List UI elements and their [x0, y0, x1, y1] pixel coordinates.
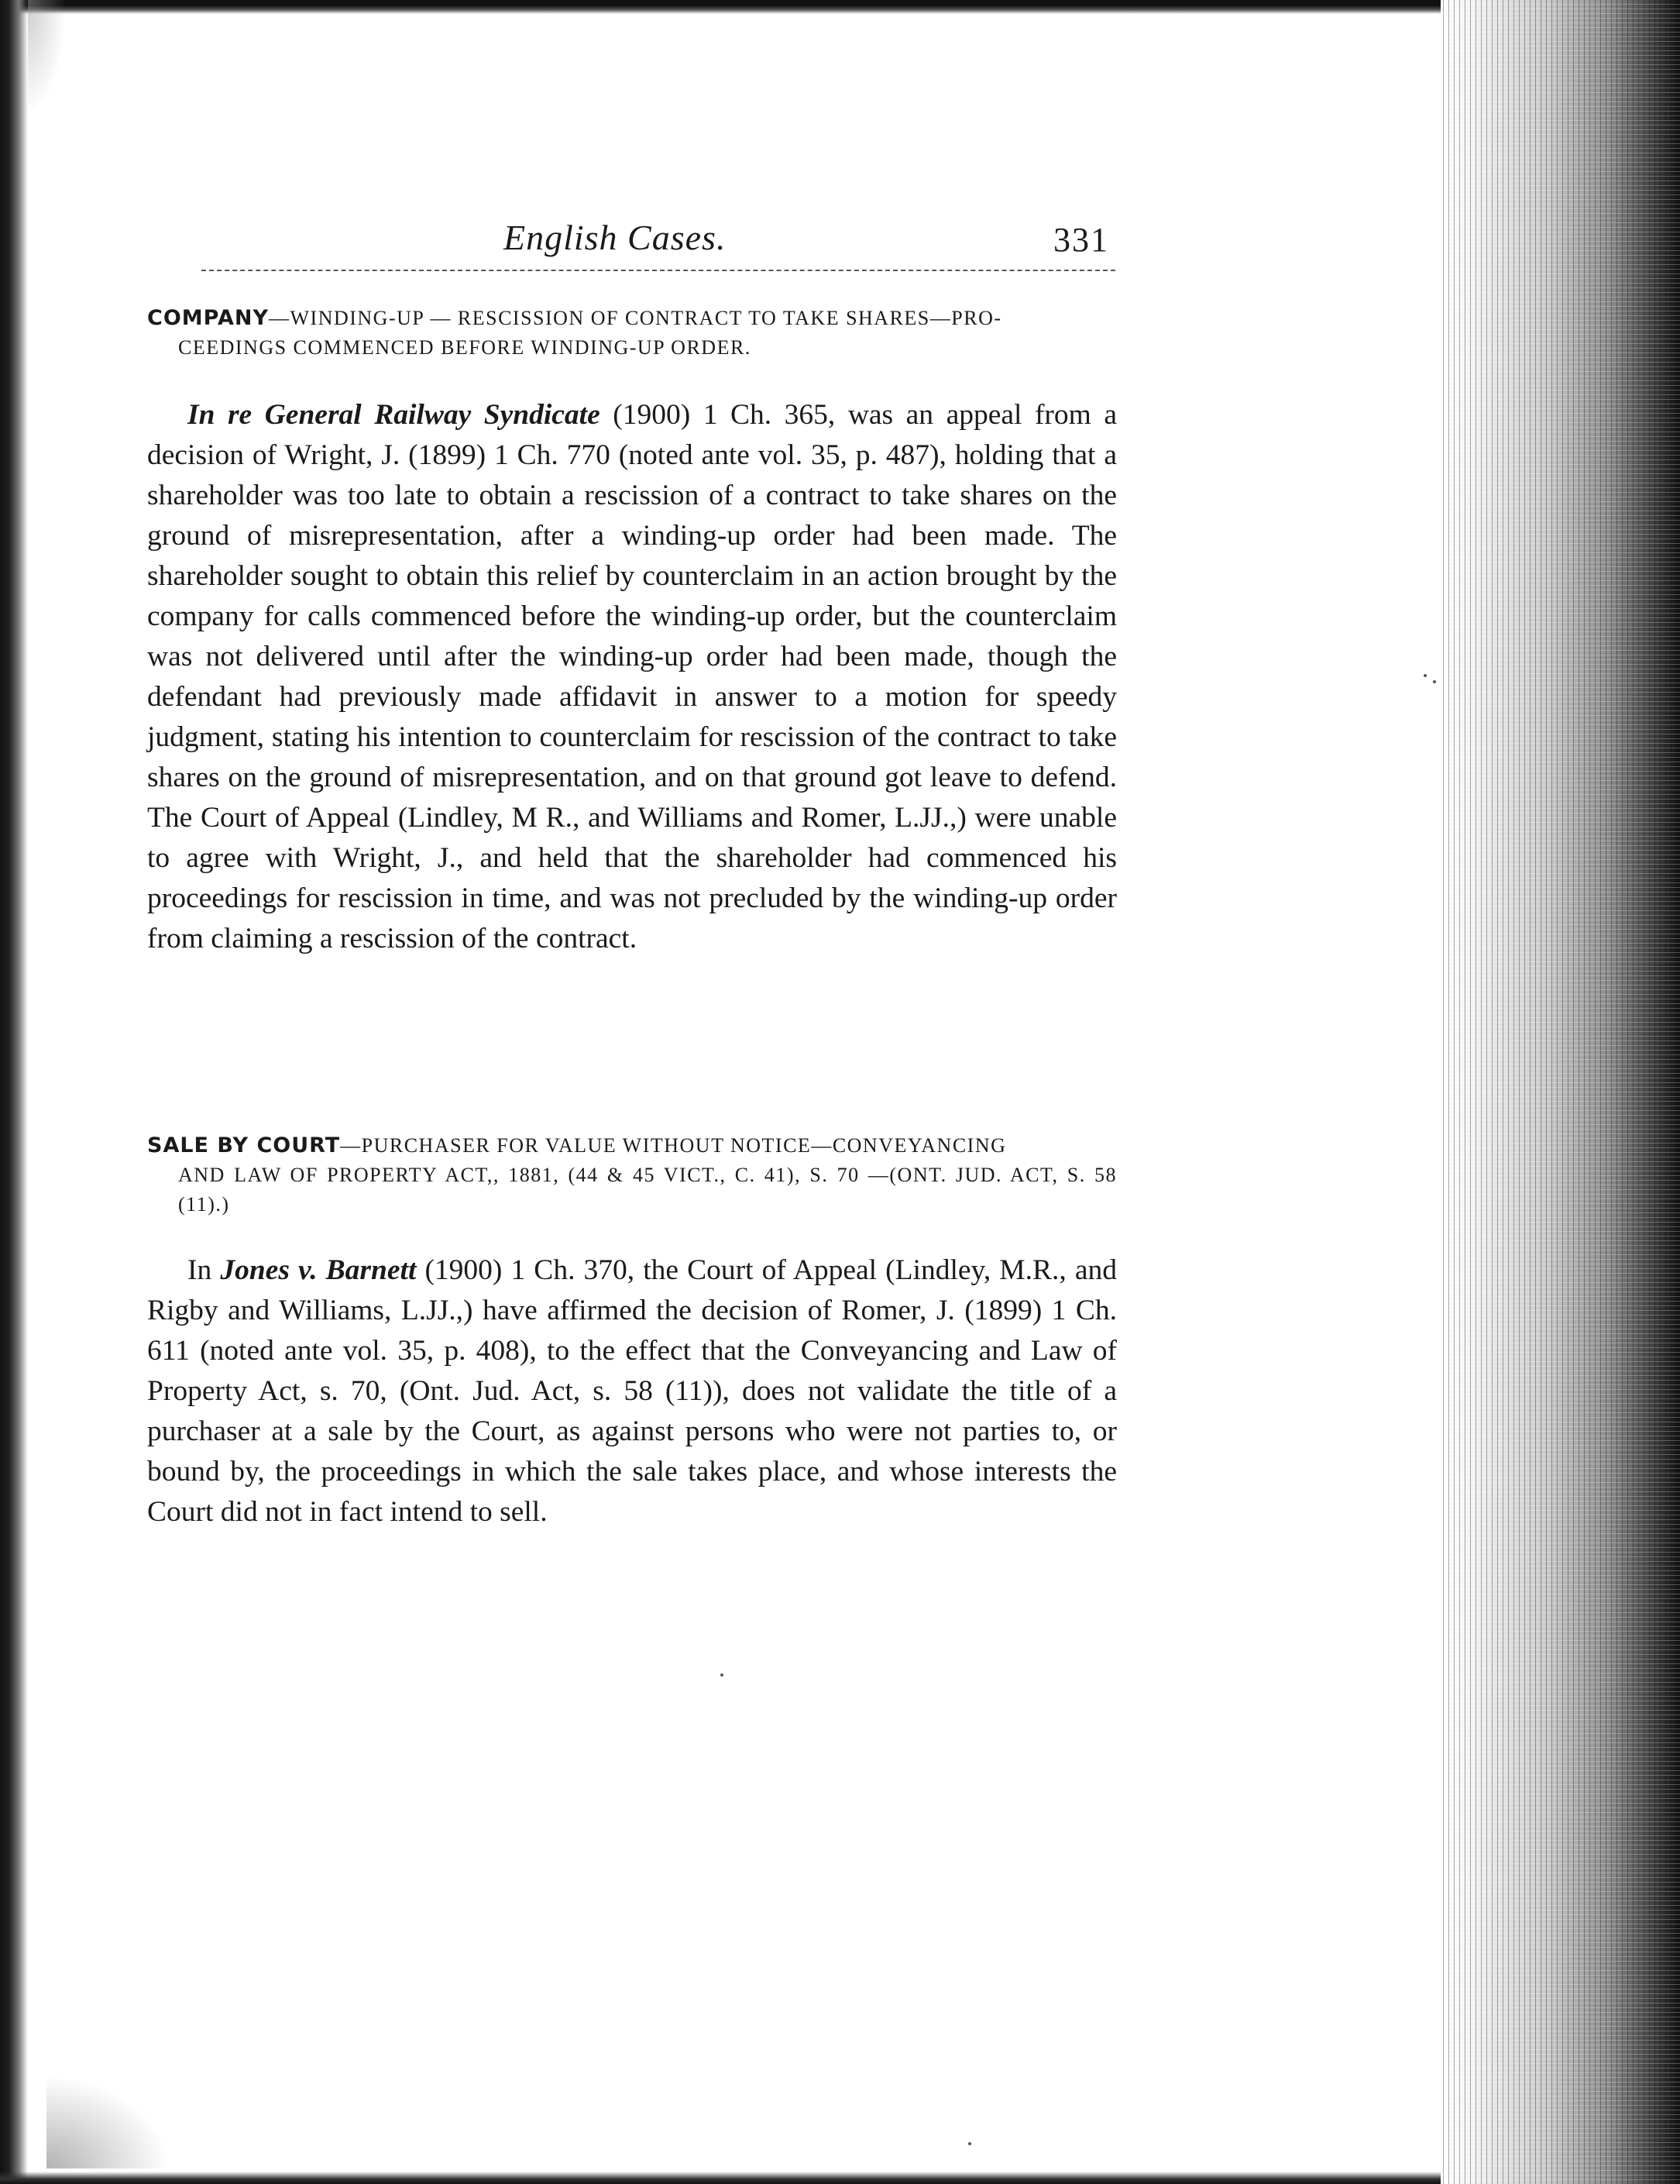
- scan-edge-top: [0, 0, 1680, 14]
- case-heading: [147, 304, 1117, 363]
- case-body-sale-by-court: [147, 1250, 1117, 1532]
- heading-continuation: CEEDINGS COMMENCED BEFORE WINDING-UP ORDER.: [178, 336, 751, 359]
- scan-edge-bottom: [0, 2172, 1680, 2184]
- case-text: (1900) 1 Ch. 370, the Court of Appeal (Lindley, M.R., and Rigby and Williams, L.JJ.,) have affirmed the decision of Romer, J. (1899) 1 Ch. 611 (noted ante vol. 35, p. 408), to the effect that the Conveyancing and Law of Property Act, s. 70, (Ont. Jud. Act, s. 58 (11)), does not validate the title of a purchaser at a sale by the Court, as against persons who were not parties to, or bound by, the proceedings in which the sale takes place, and whose interests the Court did not in fact intend to sell.: [147, 1254, 1117, 1528]
- case-name: In re General Railway Syndicate: [187, 399, 600, 431]
- heading-rest: —WINDING-UP — RESCISSION OF CONTRACT TO TAKE SHARES—PRO-: [269, 307, 1002, 329]
- case-name: Jones v. Barnett: [220, 1254, 417, 1286]
- case-heading: [147, 1131, 1117, 1219]
- heading-rest: —PURCHASER FOR VALUE WITHOUT NOTICE—CONVEYANCING: [340, 1134, 1007, 1157]
- case-heading-sale-by-court: [147, 1131, 1117, 1219]
- running-head-title: English Cases.: [503, 218, 727, 257]
- header-rule: [201, 270, 1115, 271]
- book-page-edges: [1441, 0, 1680, 2184]
- case-heading-company: [147, 304, 1117, 363]
- heading-continuation: AND LAW OF PROPERTY ACT,, 1881, (44 & 45 VICT., C. 41), S. 70 —(ONT. JUD. ACT, S. 58 (11).): [178, 1164, 1117, 1216]
- heading-lead: SALE BY COURT: [147, 1133, 341, 1157]
- case-paragraph: [147, 395, 1117, 959]
- speck: [720, 1673, 723, 1677]
- heading-lead: COMPANY: [147, 306, 269, 330]
- speck: [968, 2142, 971, 2145]
- case-text: (1900) 1 Ch. 365, was an appeal from a decision of Wright, J. (1899) 1 Ch. 770 (noted ante vol. 35, p. 487), holding that a shareholder was too late to obtain a rescission of a contract to take shares on the ground of misrepresentation, after a winding-up order had been made. The shareholder sought to obtain this relief by counterclaim in an action brought by the company for calls commenced before the winding-up order, but the counterclaim was not delivered until after the winding-up order had been made, though the defendant had previously made affidavit in answer to a motion for speedy judgment, stating his intention to counterclaim for rescission of the contract to take shares on the ground of misrepresentation, and on that ground got leave to defend. The Court of Appeal (Lindley, M R., and Williams and Romer, L.JJ.,) were unable to agree with Wright, J., and held that the shareholder had commenced his proceedings for rescission in time, and was not precluded by the winding-up order from claiming a rescission of the contract.: [147, 399, 1118, 954]
- scan-smudge: [46, 2076, 170, 2169]
- running-head: [186, 217, 1115, 271]
- speck: [1433, 680, 1436, 683]
- case-body-company: [147, 395, 1117, 959]
- page-number: 331: [1053, 221, 1109, 259]
- case-text-prefix: In: [187, 1254, 221, 1286]
- speck: [1424, 674, 1427, 677]
- scan-shadow: [28, 0, 67, 116]
- scan-edge-left: [0, 0, 28, 2184]
- case-paragraph: [147, 1250, 1117, 1532]
